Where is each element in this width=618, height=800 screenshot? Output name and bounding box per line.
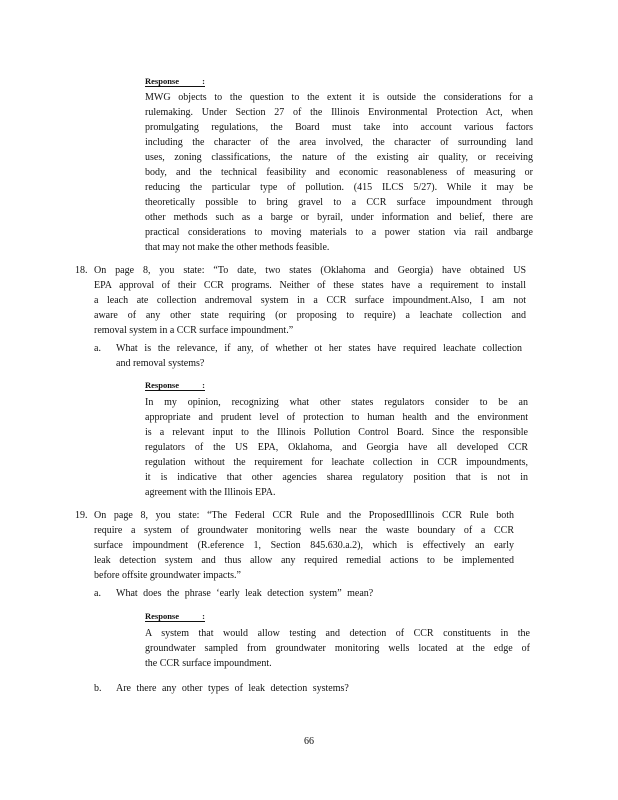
text-line: is a relevant input to the Illinois Pollution Control Board. Since the responsible	[145, 427, 528, 438]
text-line: before offsite groundwater impacts.”	[94, 570, 241, 581]
text-line: Are there any other types of leak detection systems?	[116, 683, 349, 694]
question-19-text	[94, 508, 514, 583]
question-18a-letter: a.	[94, 343, 101, 354]
text-line: practical considerations to moving materials to a power station via rail andbarge	[145, 227, 533, 238]
response-heading: Response :	[145, 76, 206, 86]
response-heading: Response :	[145, 380, 206, 390]
text-line: MWG objects to the question to the extent it is outside the considerations for a	[145, 92, 533, 103]
text-line: On page 8, you state: “To date, two states (Oklahoma and Georgia) have obtained US	[94, 265, 526, 276]
text-line: regulators of the US EPA, Oklahoma, and Georgia have all developed CCR	[145, 442, 528, 453]
response-heading: Response :	[145, 611, 206, 621]
text-line: appropriate and prudent level of protection to human health and the environment	[145, 412, 528, 423]
question-18-number: 18.	[75, 265, 88, 276]
text-line: On page 8, you state: “The Federal CCR Rule and the ProposedIllinois CCR Rule both	[94, 510, 514, 521]
question-19-number: 19.	[75, 510, 88, 521]
text-line: that may not make the other methods feasible.	[145, 242, 330, 253]
text-line: agreement with the Illinois EPA.	[145, 487, 276, 498]
text-line: What does the phrase ‘early leak detection system” mean?	[116, 588, 374, 599]
question-19b-letter: b.	[94, 683, 102, 694]
response-18a-text	[145, 395, 528, 500]
text-line: uses, zoning classifications, the nature of the existing air quality, or receiving	[145, 152, 533, 163]
text-line: What is the relevance, if any, of whether ot her states have required leachate collection	[116, 343, 522, 354]
question-18-text	[94, 263, 526, 338]
text-line: promulgating regulations, the Board must take into account various factors	[145, 122, 533, 133]
text-line: removal system in a CCR surface impoundment.”	[94, 325, 294, 336]
text-line: the CCR surface impoundment.	[145, 658, 272, 669]
text-line: body, and the technical feasibility and economic reasonableness of measuring or	[145, 167, 533, 178]
text-line: surface impoundment (R.eference 1, Section 845.630.a.2), which is effectively an early	[94, 540, 514, 551]
response-1-text	[145, 90, 533, 255]
text-line: groundwater sampled from groundwater monitoring wells located at the edge of	[145, 643, 530, 654]
text-line: theoretically possible to bring gravel to a CCR surface impoundment through	[145, 197, 533, 208]
text-line: including the character of the area involved, the character of surrounding land	[145, 137, 533, 148]
text-line: leak detection system and thus allow any required remedial actions to be implemented	[94, 555, 514, 566]
question-19a-letter: a.	[94, 588, 101, 599]
question-19b-text	[116, 681, 536, 696]
text-line: A system that would allow testing and detection of CCR constituents in the	[145, 628, 530, 639]
text-line: In my opinion, recognizing what other states regulators consider to be an	[145, 397, 528, 408]
text-line: other methods such as a barge or byrail, under information and belief, there are	[145, 212, 533, 223]
text-line: rulemaking. Under Section 27 of the Illinois Environmental Protection Act, when	[145, 107, 533, 118]
text-line: and removal systems?	[116, 358, 205, 369]
response-19a-text	[145, 626, 530, 671]
text-line: require a system of groundwater monitoring wells near the waste boundary of a CCR	[94, 525, 514, 536]
page-number: 66	[304, 736, 314, 747]
text-line: EPA approval of their CCR programs. Neither of these states have a requirement to install	[94, 280, 526, 291]
question-18a-text	[116, 341, 522, 371]
text-line: it is indicative that other agencies sharea regulatory position that is not in	[145, 472, 528, 483]
text-line: aware of any other state requiring (or proposing to require) a leachate collection and	[94, 310, 526, 321]
question-19a-text	[116, 586, 536, 601]
text-line: regulation without the requirement for leachate collection in CCR impoundments,	[145, 457, 528, 468]
text-line: reducing the particular type of pollution. (415 ILCS 5/27). While it may be	[145, 182, 533, 193]
text-line: a leach ate collection andremoval system in a CCR surface impoundment.Also, I am not	[94, 295, 526, 306]
